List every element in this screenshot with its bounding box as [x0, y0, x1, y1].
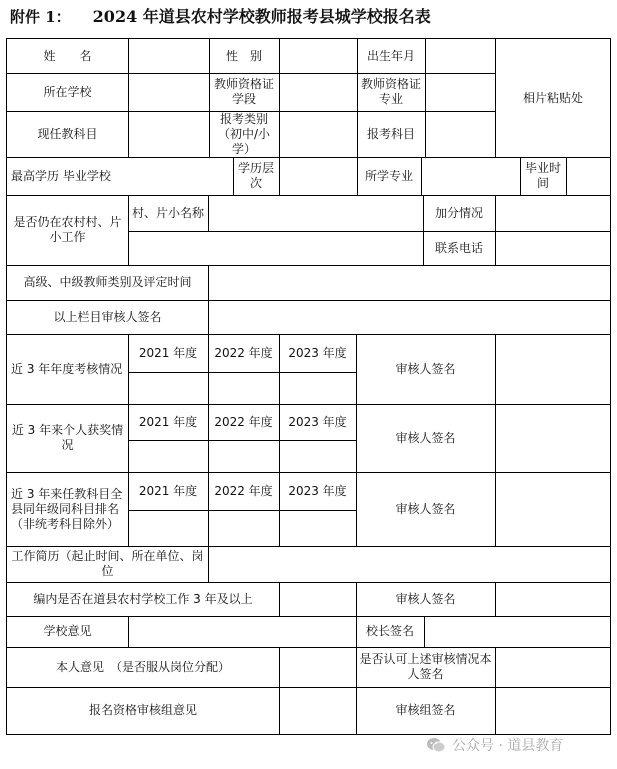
in-staff-label: 编内是否在道县农村学校工作 3 年及以上 [33, 591, 253, 606]
grid-line [495, 582, 496, 617]
grid-line [128, 231, 611, 232]
education-label: 最高学历 毕业学校 [11, 168, 111, 183]
assessment-reviewer-sign: 审核人签名 [395, 361, 456, 376]
grid-line [495, 195, 496, 266]
grid-line [128, 372, 357, 373]
grid-line [279, 39, 280, 158]
year-2022: 2022 年度 [214, 414, 273, 429]
ranking-reviewer-sign: 审核人签名 [395, 501, 456, 516]
year-2021: 2021 年度 [138, 345, 198, 360]
grid-line [425, 39, 426, 158]
annex-label: 附件 1： [10, 8, 71, 26]
grid-line [566, 157, 567, 196]
ranking-label: 近 3 年来任教科目全县同年级同科目排名（非统考科目除外） [11, 486, 123, 531]
phone-label: 联系电话 [434, 240, 483, 255]
grid-line [208, 546, 209, 583]
qualification-label: 报名资格审核组意见 [88, 703, 197, 717]
name-label: 姓 名 [43, 48, 92, 63]
year-2023: 2023 年度 [288, 345, 347, 360]
year-2021: 2021 年度 [138, 414, 198, 429]
document-title [10, 4, 431, 30]
grid-line [279, 157, 280, 196]
grid-line [495, 334, 496, 547]
grad-time-label: 毕业时间 [524, 161, 561, 190]
subject-label: 现任教科目 [37, 126, 98, 141]
resume-label: 工作简历（起止时间、所在单位、岗位 [11, 549, 204, 578]
photo-placeholder: 相片粘贴处 [522, 90, 583, 105]
grid-line [208, 195, 209, 232]
watermark [426, 735, 563, 755]
year-2022: 2022 年度 [214, 345, 273, 360]
self-opinion-label: 本人意见 （是否服从岗位分配） [55, 659, 230, 674]
cert-level-label: 教师资格证学段 [213, 77, 274, 106]
grid-line [495, 647, 496, 688]
awards-reviewer-sign: 审核人签名 [395, 430, 456, 445]
grid-line [279, 647, 280, 688]
principal-sign-label: 校长签名 [365, 624, 414, 638]
school-label: 所在学校 [43, 84, 92, 99]
school-opinion-label: 学校意见 [43, 624, 92, 638]
cert-major-label: 教师资格证专业 [360, 77, 421, 106]
grid-line [128, 616, 129, 648]
grid-line [424, 616, 425, 648]
grid-line [208, 265, 209, 335]
watermark-text: 公众号 · 道县教育 [452, 738, 564, 754]
year-2023: 2023 年度 [288, 414, 347, 429]
grid-line [128, 440, 357, 441]
review-group-sign-label: 审核组签名 [395, 703, 456, 717]
awards-label: 近 3 年来个人获奖情况 [11, 423, 124, 452]
grid-line [279, 582, 280, 617]
exam-subject-label: 报考科目 [366, 126, 415, 141]
staff-reviewer-sign: 审核人签名 [395, 591, 456, 606]
village-name-label: 村、片小名称 [132, 205, 205, 220]
title-category-label: 高级、中级教师类别及评定时间 [23, 275, 192, 289]
grid-line [128, 510, 357, 511]
grid-line [421, 157, 422, 196]
grid-line [279, 687, 280, 735]
confirm-sign-label: 是否认可上述审核情况本人签名 [359, 652, 492, 681]
rural-work-label: 是否仍在农村村、片小工作 [13, 215, 122, 244]
reviewer-sign-label: 以上栏目审核人签名 [53, 309, 162, 324]
exam-type-label: 报考类别（初中/小学） [217, 111, 271, 156]
assessment-label: 近 3 年年度考核情况 [11, 361, 123, 376]
year-2021: 2021 年度 [138, 483, 198, 498]
grid-line [128, 39, 129, 158]
gender-label: 性 别 [225, 48, 262, 63]
year-2022: 2022 年度 [214, 483, 273, 498]
grid-line [495, 687, 496, 735]
year-2023: 2023 年度 [288, 483, 347, 498]
edu-level-label: 学历层次 [237, 161, 274, 190]
major-label: 所学专业 [364, 168, 413, 183]
wechat-icon [426, 737, 446, 753]
bonus-label: 加分情况 [434, 205, 483, 220]
form-title: 2024 年道县农村学校教师报考县城学校报名表 [92, 7, 431, 26]
birth-label: 出生年月 [366, 48, 415, 63]
